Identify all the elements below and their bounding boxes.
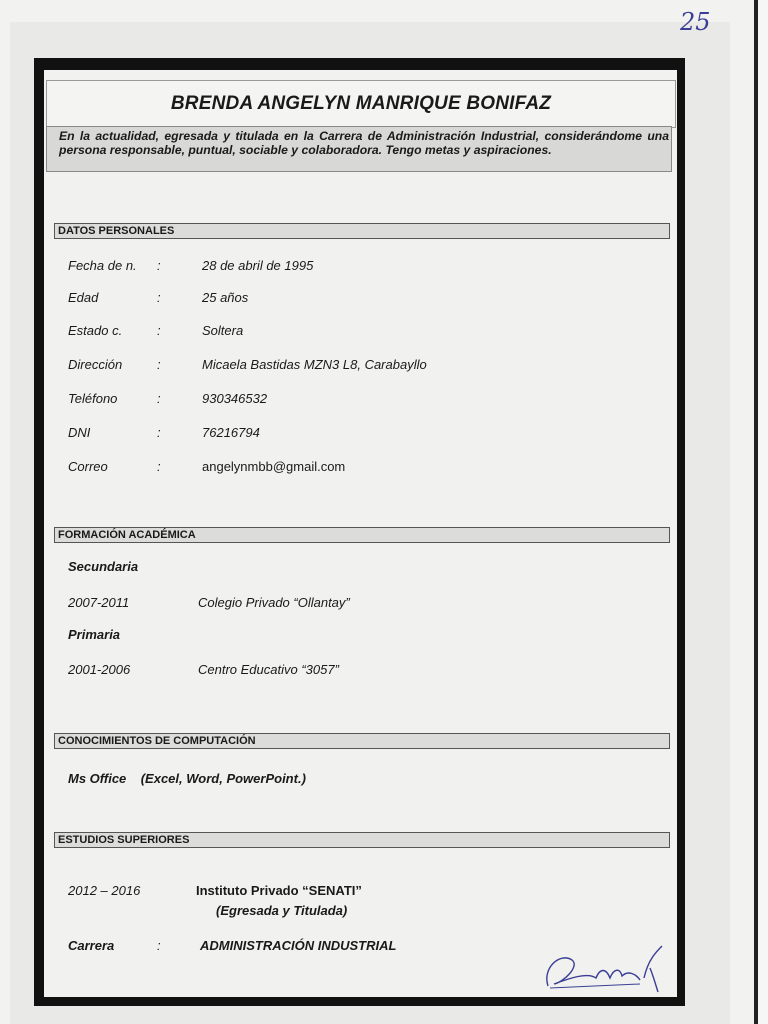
personal-value: 25 años [202,290,249,305]
primaria-years: 2001-2006 [68,662,131,677]
profile-summary: En la actualidad, egresada y titulada en la Carrera de Administración Industrial, considerándome una persona responsable, puntual, sociable y colaboradora. Tengo metas y aspiraciones. [59,129,669,157]
secundaria-school: Colegio Privado “Ollantay” [198,595,350,610]
candidate-name: BRENDA ANGELYN MANRIQUE BONIFAZ [170,93,552,114]
personal-value: 930346532 [202,391,268,406]
colon: : [157,391,161,406]
studies-institute: Instituto Privado “SENATI” [196,883,362,898]
secundaria-label: Secundaria [68,559,139,574]
personal-label: Correo [68,459,108,474]
personal-label: DNI [68,425,91,440]
studies-years: 2012 – 2016 [68,883,141,898]
colon: : [157,938,161,953]
carrera-value: ADMINISTRACIÓN INDUSTRIAL [200,938,397,953]
personal-label: Edad [68,290,99,305]
colon: : [157,323,161,338]
personal-value: angelynmbb@gmail.com [202,459,346,474]
section-estudios-superiores: ESTUDIOS SUPERIORES [54,832,670,848]
page-edge [742,0,768,1024]
primaria-label: Primaria [68,627,121,642]
studies-status: (Egresada y Titulada) [216,903,348,918]
section-formacion-academica: FORMACIÓN ACADÉMICA [54,527,670,543]
colon: : [157,258,161,273]
computer-skills: Ms Office (Excel, Word, PowerPoint.) [68,771,306,786]
colon: : [157,459,161,474]
personal-value: Micaela Bastidas MZN3 L8, Carabayllo [202,357,427,372]
personal-value: 76216794 [202,425,260,440]
colon: : [157,357,161,372]
primaria-school: Centro Educativo “3057” [198,662,339,677]
carrera-label: Carrera [68,938,115,953]
personal-label: Estado c. [68,323,123,338]
secundaria-years: 2007-2011 [68,595,130,610]
section-datos-personales: DATOS PERSONALES [54,223,670,239]
colon: : [157,290,161,305]
personal-label: Fecha de n. [68,258,137,273]
name-box [46,80,676,128]
section-computacion: CONOCIMIENTOS DE COMPUTACIÓN [54,733,670,749]
signature-icon [540,938,670,998]
page-number: 25 [680,8,711,36]
personal-value: 28 de abril de 1995 [202,258,314,273]
personal-label: Teléfono [68,391,118,406]
colon: : [157,425,161,440]
personal-value: Soltera [202,323,244,338]
summary-box [46,126,672,172]
personal-label: Dirección [68,357,123,372]
